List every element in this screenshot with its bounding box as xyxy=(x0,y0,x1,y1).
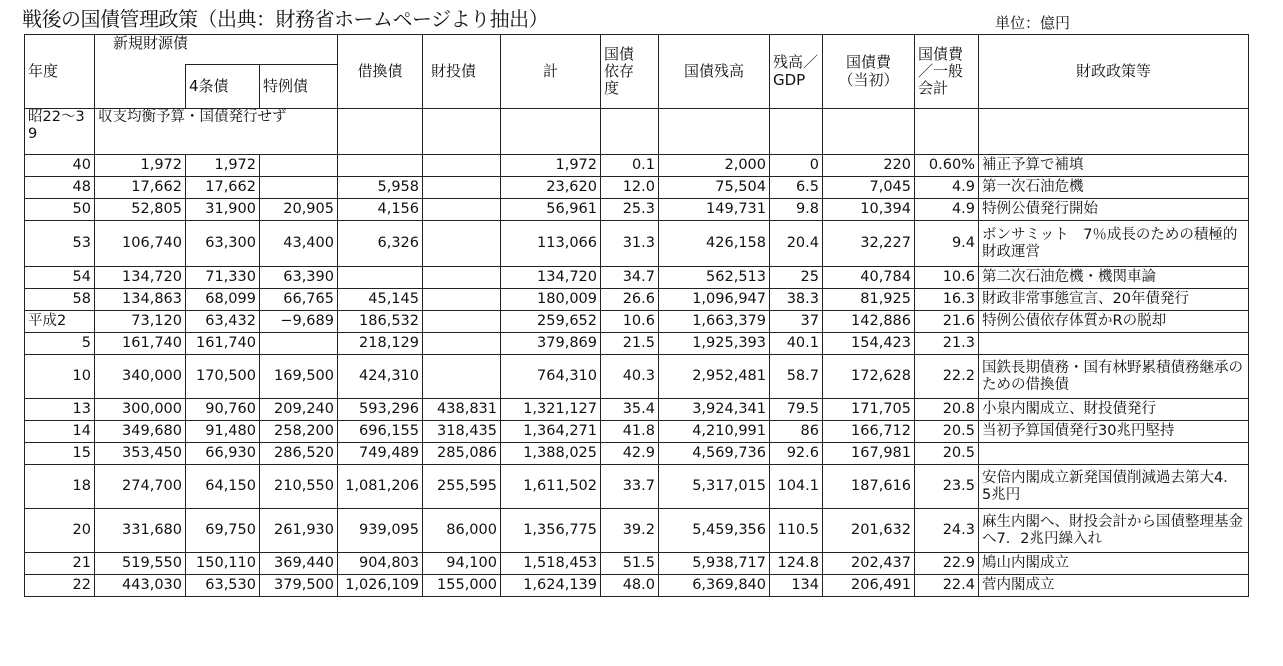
cell-total: 1,624,139 xyxy=(501,575,601,597)
cell-total: 379,869 xyxy=(501,333,601,355)
cell-new-bonds: 331,680 xyxy=(95,509,186,553)
cell-total: 1,611,502 xyxy=(501,465,601,509)
cell-policy: 補正予算で補填 xyxy=(979,155,1249,177)
cell-gdp-ratio: 20.4 xyxy=(770,221,823,267)
cell-dependency: 34.7 xyxy=(601,267,659,289)
cell-policy: ボンサミット 7％成長のための積極的財政運営 xyxy=(979,221,1249,267)
cell-filp xyxy=(423,177,501,199)
cell-total: 1,321,127 xyxy=(501,399,601,421)
cell-debt-service: 220 xyxy=(823,155,915,177)
cell-deficit: 286,520 xyxy=(260,443,338,465)
table-row-early xyxy=(25,109,1249,155)
cell-gdp-ratio: 134 xyxy=(770,575,823,597)
cell-construction: 1,972 xyxy=(186,155,260,177)
cell-year: 58 xyxy=(25,289,95,311)
cell-year: 48 xyxy=(25,177,95,199)
cell-dependency: 35.4 xyxy=(601,399,659,421)
cell-outstanding: 3,924,341 xyxy=(659,399,770,421)
cell-total: 113,066 xyxy=(501,221,601,267)
cell-dependency: 10.6 xyxy=(601,311,659,333)
cell-filp xyxy=(423,267,501,289)
cell-policy: 鳩山内閣成立 xyxy=(979,553,1249,575)
cell-gdp-ratio: 110.5 xyxy=(770,509,823,553)
cell-year: 21 xyxy=(25,553,95,575)
cell-outstanding: 4,210,991 xyxy=(659,421,770,443)
cell-gdp-ratio: 79.5 xyxy=(770,399,823,421)
cell-construction: 150,110 xyxy=(186,553,260,575)
cell-policy: 第二次石油危機・機関車論 xyxy=(979,267,1249,289)
cell-filp: 155,000 xyxy=(423,575,501,597)
cell-policy: 国鉄長期債務・国有林野累積債務継承のための借換債 xyxy=(979,355,1249,399)
header-total: 計 xyxy=(501,35,601,109)
cell-refunding: 904,803 xyxy=(338,553,423,575)
cell-gdp-ratio: 37 xyxy=(770,311,823,333)
cell-filp xyxy=(423,289,501,311)
cell-outstanding: 2,952,481 xyxy=(659,355,770,399)
cell-ds-ratio: 20.5 xyxy=(915,443,979,465)
cell-new-bonds: 353,450 xyxy=(95,443,186,465)
cell-deficit: 210,550 xyxy=(260,465,338,509)
cell-dependency: 31.3 xyxy=(601,221,659,267)
header-year: 年度 xyxy=(25,35,95,109)
cell-policy xyxy=(979,333,1249,355)
cell-dependency: 39.2 xyxy=(601,509,659,553)
table-row xyxy=(25,199,1249,221)
cell-new-bonds: 349,680 xyxy=(95,421,186,443)
cell-filp: 285,086 xyxy=(423,443,501,465)
cell-outstanding: 1,663,379 xyxy=(659,311,770,333)
cell-deficit: 369,440 xyxy=(260,553,338,575)
cell-dependency: 26.6 xyxy=(601,289,659,311)
cell-new-bonds: 161,740 xyxy=(95,333,186,355)
cell-outstanding: 1,096,947 xyxy=(659,289,770,311)
cell-ds-ratio: 24.3 xyxy=(915,509,979,553)
cell-year: 15 xyxy=(25,443,95,465)
cell-dependency: 12.0 xyxy=(601,177,659,199)
cell-filp xyxy=(423,155,501,177)
cell-policy xyxy=(979,443,1249,465)
cell-refunding: 696,155 xyxy=(338,421,423,443)
cell-year: 22 xyxy=(25,575,95,597)
cell-year: 5 xyxy=(25,333,95,355)
cell-debt-service: 201,632 xyxy=(823,509,915,553)
cell-gdp-ratio: 86 xyxy=(770,421,823,443)
cell-filp xyxy=(423,333,501,355)
cell-total: 23,620 xyxy=(501,177,601,199)
cell-ds-ratio: 21.3 xyxy=(915,333,979,355)
cell-debt-service: 7,045 xyxy=(823,177,915,199)
cell-ds-ratio: 20.5 xyxy=(915,421,979,443)
cell-new-bonds: 134,720 xyxy=(95,267,186,289)
cell-dependency: 51.5 xyxy=(601,553,659,575)
table-row xyxy=(25,311,1249,333)
document-title: 戦後の国債管理政策（出典：財務省ホームページより抽出） xyxy=(22,7,549,31)
cell-deficit xyxy=(260,177,338,199)
cell-policy: 麻生内閣へ、財投会計から国債整理基金へ7．2兆円繰入れ xyxy=(979,509,1249,553)
cell-refunding: 749,489 xyxy=(338,443,423,465)
cell-filp xyxy=(423,355,501,399)
cell-refunding: 6,326 xyxy=(338,221,423,267)
cell-refunding: 45,145 xyxy=(338,289,423,311)
cell-refunding: 593,296 xyxy=(338,399,423,421)
cell-new-bonds: 73,120 xyxy=(95,311,186,333)
cell-deficit: 379,500 xyxy=(260,575,338,597)
cell-new-bonds: 443,030 xyxy=(95,575,186,597)
cell-ds-ratio: 23.5 xyxy=(915,465,979,509)
cell-filp xyxy=(423,311,501,333)
cell-note: 収支均衡予算・国債発行せず xyxy=(95,109,338,155)
cell-total: 56,961 xyxy=(501,199,601,221)
cell-year: 13 xyxy=(25,399,95,421)
header-ds-ratio: 国債費／一般会計 xyxy=(915,35,979,109)
header-dependency: 国債依存度 xyxy=(601,35,659,109)
cell-year: 53 xyxy=(25,221,95,267)
cell-construction: 161,740 xyxy=(186,333,260,355)
cell-new-bonds: 106,740 xyxy=(95,221,186,267)
table-row xyxy=(25,465,1249,509)
cell-year: 40 xyxy=(25,155,95,177)
cell-debt-service: 172,628 xyxy=(823,355,915,399)
cell-ds-ratio: 22.4 xyxy=(915,575,979,597)
cell-refunding: 5,958 xyxy=(338,177,423,199)
cell-deficit: 20,905 xyxy=(260,199,338,221)
cell-year: 平成2 xyxy=(25,311,95,333)
cell-refunding: 424,310 xyxy=(338,355,423,399)
cell-outstanding: 5,459,356 xyxy=(659,509,770,553)
cell-new-bonds: 519,550 xyxy=(95,553,186,575)
cell-gdp-ratio: 104.1 xyxy=(770,465,823,509)
header-outstanding: 国債残高 xyxy=(659,35,770,109)
cell-year: 14 xyxy=(25,421,95,443)
cell-refunding xyxy=(338,267,423,289)
cell-refunding: 186,532 xyxy=(338,311,423,333)
cell-new-bonds: 134,863 xyxy=(95,289,186,311)
cell-ds-ratio: 0.60% xyxy=(915,155,979,177)
cell-construction: 63,432 xyxy=(186,311,260,333)
cell-deficit: 169,500 xyxy=(260,355,338,399)
unit-label: 単位：億円 xyxy=(995,14,1071,32)
table-row xyxy=(25,509,1249,553)
cell-debt-service: 81,925 xyxy=(823,289,915,311)
cell-outstanding: 5,938,717 xyxy=(659,553,770,575)
cell-construction: 69,750 xyxy=(186,509,260,553)
cell-construction: 91,480 xyxy=(186,421,260,443)
cell-debt-service: 142,886 xyxy=(823,311,915,333)
cell-ds-ratio: 10.6 xyxy=(915,267,979,289)
cell-debt-service: 187,616 xyxy=(823,465,915,509)
cell-dependency: 0.1 xyxy=(601,155,659,177)
cell-construction: 63,530 xyxy=(186,575,260,597)
cell-total: 180,009 xyxy=(501,289,601,311)
cell-construction: 66,930 xyxy=(186,443,260,465)
cell-ds-ratio: 22.9 xyxy=(915,553,979,575)
cell-filp: 318,435 xyxy=(423,421,501,443)
cell-new-bonds: 274,700 xyxy=(95,465,186,509)
cell-outstanding: 149,731 xyxy=(659,199,770,221)
cell-year: 10 xyxy=(25,355,95,399)
cell-dependency: 42.9 xyxy=(601,443,659,465)
cell-filp: 438,831 xyxy=(423,399,501,421)
cell-gdp-ratio: 124.8 xyxy=(770,553,823,575)
table-row xyxy=(25,421,1249,443)
cell-filp xyxy=(423,199,501,221)
cell-debt-service: 202,437 xyxy=(823,553,915,575)
cell-ds-ratio: 16.3 xyxy=(915,289,979,311)
cell-new-bonds: 340,000 xyxy=(95,355,186,399)
cell-refunding xyxy=(338,155,423,177)
cell-deficit: 63,390 xyxy=(260,267,338,289)
cell-ds-ratio: 4.9 xyxy=(915,177,979,199)
cell-refunding: 218,129 xyxy=(338,333,423,355)
cell-gdp-ratio: 0 xyxy=(770,155,823,177)
cell-filp: 94,100 xyxy=(423,553,501,575)
cell-year: 54 xyxy=(25,267,95,289)
cell-policy: 当初予算国債発行30兆円堅持 xyxy=(979,421,1249,443)
header-new-bonds: 新規財源債 xyxy=(95,35,338,65)
cell-filp: 86,000 xyxy=(423,509,501,553)
cell-gdp-ratio: 25 xyxy=(770,267,823,289)
cell-policy: 財政非常事態宣言、20年債発行 xyxy=(979,289,1249,311)
header-policy: 財政政策等 xyxy=(979,35,1249,109)
cell-gdp-ratio: 92.6 xyxy=(770,443,823,465)
cell-dependency: 41.8 xyxy=(601,421,659,443)
table-row xyxy=(25,575,1249,597)
cell-dependency: 21.5 xyxy=(601,333,659,355)
cell-deficit xyxy=(260,333,338,355)
cell-deficit: −9,689 xyxy=(260,311,338,333)
bond-policy-table xyxy=(24,34,1249,597)
cell-total: 1,388,025 xyxy=(501,443,601,465)
cell-gdp-ratio: 38.3 xyxy=(770,289,823,311)
cell-total: 1,356,775 xyxy=(501,509,601,553)
cell-deficit: 258,200 xyxy=(260,421,338,443)
cell-ds-ratio: 9.4 xyxy=(915,221,979,267)
cell-year: 18 xyxy=(25,465,95,509)
cell-total: 259,652 xyxy=(501,311,601,333)
cell-dependency: 25.3 xyxy=(601,199,659,221)
cell-outstanding: 5,317,015 xyxy=(659,465,770,509)
cell-total: 1,972 xyxy=(501,155,601,177)
cell-debt-service: 10,394 xyxy=(823,199,915,221)
cell-deficit: 43,400 xyxy=(260,221,338,267)
cell-ds-ratio: 22.2 xyxy=(915,355,979,399)
cell-total: 134,720 xyxy=(501,267,601,289)
cell-construction: 71,330 xyxy=(186,267,260,289)
cell-construction: 68,099 xyxy=(186,289,260,311)
cell-debt-service: 171,705 xyxy=(823,399,915,421)
cell-new-bonds: 52,805 xyxy=(95,199,186,221)
table-row xyxy=(25,177,1249,199)
cell-construction: 63,300 xyxy=(186,221,260,267)
cell-deficit: 66,765 xyxy=(260,289,338,311)
cell-ds-ratio: 20.8 xyxy=(915,399,979,421)
table-row xyxy=(25,399,1249,421)
header-filp: 財投債 xyxy=(423,35,501,109)
table-row xyxy=(25,221,1249,267)
cell-refunding: 1,081,206 xyxy=(338,465,423,509)
header-refunding: 借換債 xyxy=(338,35,423,109)
cell-total: 1,518,453 xyxy=(501,553,601,575)
cell-gdp-ratio: 9.8 xyxy=(770,199,823,221)
cell-dependency: 40.3 xyxy=(601,355,659,399)
cell-outstanding: 562,513 xyxy=(659,267,770,289)
table-row xyxy=(25,289,1249,311)
cell-policy: 特例公債発行開始 xyxy=(979,199,1249,221)
header-gdp-ratio: 残高／GDP xyxy=(770,35,823,109)
cell-dependency: 33.7 xyxy=(601,465,659,509)
cell-outstanding: 4,569,736 xyxy=(659,443,770,465)
cell-year: 50 xyxy=(25,199,95,221)
cell-new-bonds: 1,972 xyxy=(95,155,186,177)
cell-deficit xyxy=(260,155,338,177)
header-debt-service: 国債費（当初） xyxy=(823,35,915,109)
table-row xyxy=(25,443,1249,465)
header-row-1 xyxy=(25,35,1249,65)
cell-ds-ratio: 4.9 xyxy=(915,199,979,221)
cell-year: 20 xyxy=(25,509,95,553)
cell-gdp-ratio: 6.5 xyxy=(770,177,823,199)
cell-deficit: 209,240 xyxy=(260,399,338,421)
cell-policy: 菅内閣成立 xyxy=(979,575,1249,597)
header-construction: 4条債 xyxy=(186,65,260,109)
cell-debt-service: 166,712 xyxy=(823,421,915,443)
cell-debt-service: 167,981 xyxy=(823,443,915,465)
cell-construction: 90,760 xyxy=(186,399,260,421)
cell-dependency: 48.0 xyxy=(601,575,659,597)
cell-debt-service: 206,491 xyxy=(823,575,915,597)
cell-outstanding: 75,504 xyxy=(659,177,770,199)
table-row xyxy=(25,553,1249,575)
cell-policy: 安倍内閣成立新発国債削減過去第大4．5兆円 xyxy=(979,465,1249,509)
header-deficit: 特例債 xyxy=(260,65,338,109)
table-row xyxy=(25,333,1249,355)
cell-year: 昭22〜39 xyxy=(25,109,95,155)
cell-refunding: 939,095 xyxy=(338,509,423,553)
cell-outstanding: 426,158 xyxy=(659,221,770,267)
cell-total: 764,310 xyxy=(501,355,601,399)
cell-refunding: 4,156 xyxy=(338,199,423,221)
cell-debt-service: 154,423 xyxy=(823,333,915,355)
cell-construction: 170,500 xyxy=(186,355,260,399)
cell-filp xyxy=(423,221,501,267)
cell-ds-ratio: 21.6 xyxy=(915,311,979,333)
cell-policy: 特例公債依存体質かRの脱却 xyxy=(979,311,1249,333)
cell-construction: 31,900 xyxy=(186,199,260,221)
cell-refunding: 1,026,109 xyxy=(338,575,423,597)
cell-policy: 第一次石油危機 xyxy=(979,177,1249,199)
cell-new-bonds: 300,000 xyxy=(95,399,186,421)
cell-outstanding: 1,925,393 xyxy=(659,333,770,355)
cell-total: 1,364,271 xyxy=(501,421,601,443)
cell-outstanding: 6,369,840 xyxy=(659,575,770,597)
cell-construction: 17,662 xyxy=(186,177,260,199)
table-row xyxy=(25,355,1249,399)
cell-policy: 小泉内閣成立、財投債発行 xyxy=(979,399,1249,421)
table-row xyxy=(25,267,1249,289)
cell-new-bonds: 17,662 xyxy=(95,177,186,199)
cell-outstanding: 2,000 xyxy=(659,155,770,177)
cell-debt-service: 40,784 xyxy=(823,267,915,289)
cell-filp: 255,595 xyxy=(423,465,501,509)
table-row xyxy=(25,155,1249,177)
cell-construction: 64,150 xyxy=(186,465,260,509)
cell-gdp-ratio: 58.7 xyxy=(770,355,823,399)
cell-deficit: 261,930 xyxy=(260,509,338,553)
cell-gdp-ratio: 40.1 xyxy=(770,333,823,355)
cell-debt-service: 32,227 xyxy=(823,221,915,267)
